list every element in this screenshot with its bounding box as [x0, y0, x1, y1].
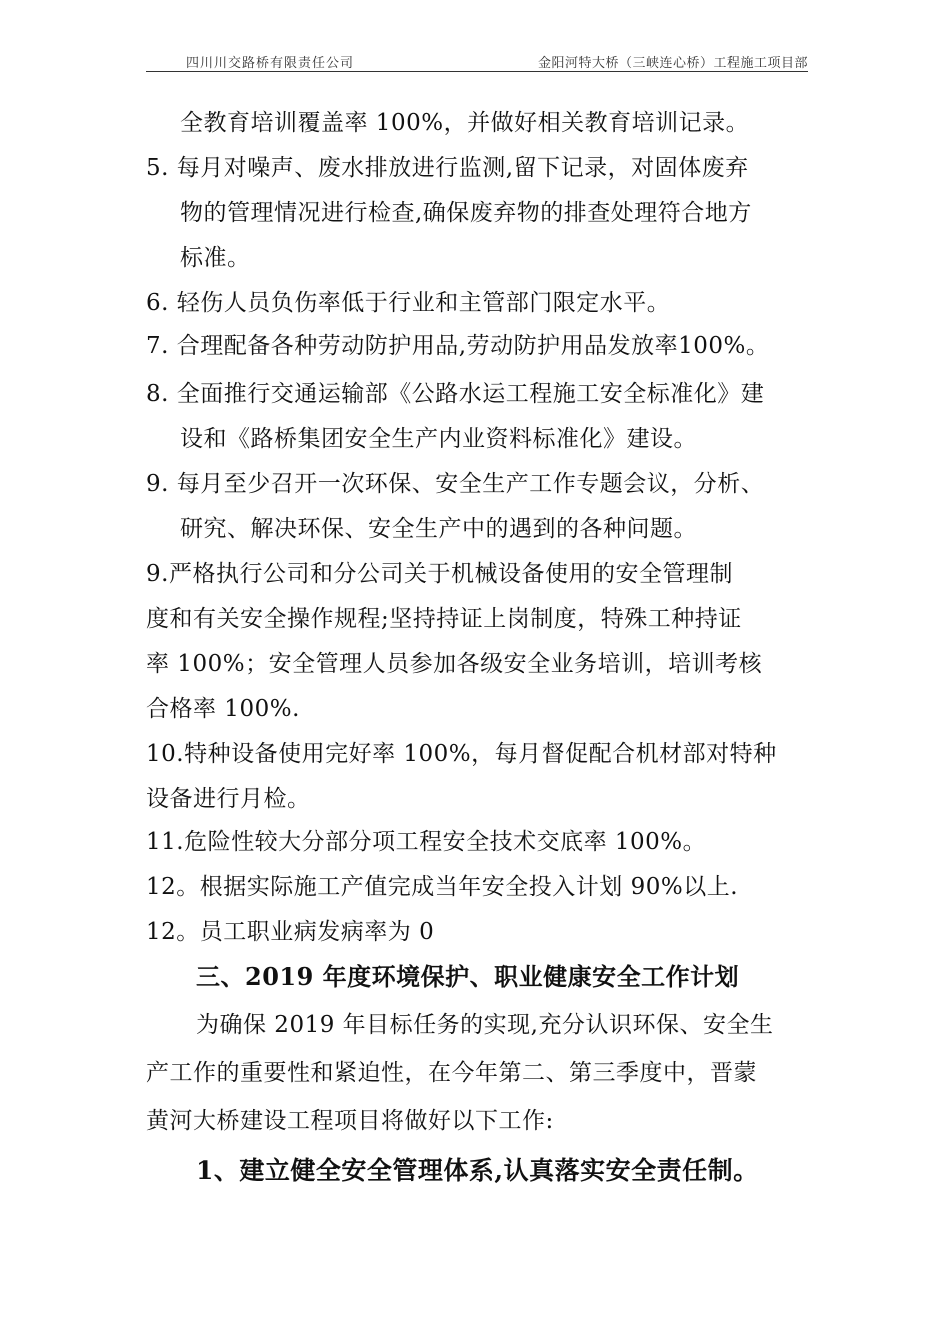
list-item-12a: 12。根据实际施工产值完成当年安全投入计划 90%以上.: [146, 874, 739, 900]
list-item-8: 8. 全面推行交通运输部《公路水运工程施工安全标准化》建: [146, 381, 765, 407]
list-item-10: 10.特种设备使用完好率 100%，每月督促配合机材部对特种: [146, 741, 777, 767]
list-item-10-cont: 设备进行月检。: [146, 786, 311, 812]
list-item-5-cont: 物的管理情况进行检查,确保废弃物的排查处理符合地方: [180, 200, 752, 226]
list-item-5-cont: 标准。: [180, 245, 251, 271]
list-item-9b-cont: 度和有关安全操作规程;坚持持证上岗制度，特殊工种持证: [146, 606, 742, 632]
list-item-7: 7. 合理配备各种劳动防护用品,劳动防护用品发放率100%。: [146, 333, 770, 359]
running-header: [146, 52, 808, 72]
list-item-11: 11.危险性较大分部分项工程安全技术交底率 100%。: [146, 829, 707, 855]
list-item-6: 6. 轻伤人员负伤率低于行业和主管部门限定水平。: [146, 290, 671, 316]
list-item-9a: 9. 每月至少召开一次环保、安全生产工作专题会议，分析、: [146, 471, 765, 497]
list-item-5: 5. 每月对噪声、废水排放进行监测,留下记录，对固体废弃: [146, 155, 749, 181]
header-company: 四川川交路桥有限责任公司: [186, 56, 355, 71]
list-item-8-cont: 设和《路桥集团安全生产内业资料标准化》建设。: [180, 426, 697, 452]
paragraph-line: 全教育培训覆盖率 100%，并做好相关教育培训记录。: [180, 110, 750, 136]
paragraph-line: 黄河大桥建设工程项目将做好以下工作:: [146, 1108, 554, 1134]
list-item-9a-cont: 研究、解决环保、安全生产中的遇到的各种问题。: [180, 516, 697, 542]
list-item-12b: 12。员工职业病发病率为 0: [146, 919, 435, 945]
section-heading: 三、2019 年度环境保护、职业健康安全工作计划: [196, 962, 740, 991]
list-item-9b-cont: 合格率 100%.: [146, 696, 300, 722]
paragraph-line: 产工作的重要性和紧迫性，在今年第二、第三季度中，晋蒙: [146, 1060, 757, 1086]
list-item-9b-cont: 率 100%；安全管理人员参加各级安全业务培训，培训考核: [146, 651, 763, 677]
paragraph-line: 为确保 2019 年目标任务的实现,充分认识环保、安全生: [196, 1012, 774, 1038]
subsection-heading: 1、建立健全安全管理体系,认真落实安全责任制。: [196, 1156, 759, 1185]
header-project: 金阳河特大桥（三峡连心桥）工程施工项目部: [537, 56, 808, 71]
header-rule: [146, 71, 808, 72]
list-item-9b: 9.严格执行公司和分公司关于机械设备使用的安全管理制: [146, 561, 733, 587]
